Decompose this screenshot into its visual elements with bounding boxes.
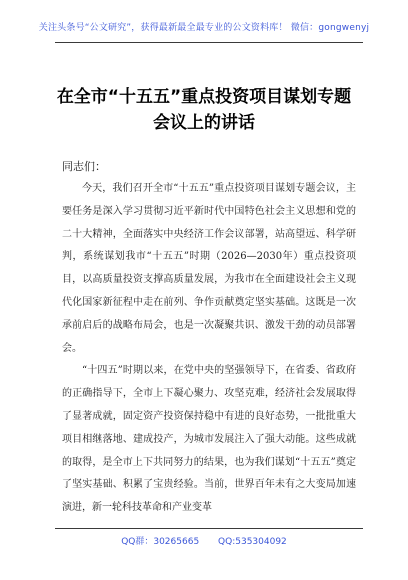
title-line-1: 在全市“十五五”重点投资项目谋划专题	[56, 87, 352, 107]
document-body	[62, 178, 356, 520]
salutation: 同志们：	[62, 160, 106, 173]
paragraph-2: “十四五”时期以来，在党中央的坚强领导下，在省委、省政府的正确指导下，全市上下凝心聚力、攻坚克难，经济社会发展取得了显著成就，固定资产投资保持稳中有进的良好态势，一批批重大项目相继落地、建成投产，为城市发展注入了强大动能。这些成就的取得，是全市上下共同努力的结果，也为我们谋划“十五五”奠定了坚实基础、积累了宝贵经验。当前，世界百年未有之大变局加速演进，新一轮科技革命和产业变革	[62, 365, 356, 514]
footer-divider	[55, 528, 363, 529]
footer-qq-group: QQ群：30265665	[121, 537, 200, 547]
footer-qq-number: QQ:535304092	[218, 537, 287, 547]
header-note: 关注头条号“公文研究”，获得最新最全最专业的公文资料库！ 微信：gongwenyj	[38, 23, 370, 33]
paragraph-1: 今天，我们召开全市“十五五”重点投资项目谋划专题会议，主要任务是深入学习贯彻习近平新时代中国特色社会主义思想和党的二十大精神，全面落实中央经济工作会议部署，站高望远、科学研判，系统谋划我市“十五五”时期（2026—2030年）重点投资项目，以高质量投资支撑高质量发展，为我市在全面建设社会主义现代化国家新征程中走在前列、争作贡献奠定坚实基础。这既是一次承前启后的战略布局会，也是一次凝聚共识、激发干劲的动员部署会。	[62, 183, 356, 354]
header-divider	[55, 42, 363, 43]
footer	[0, 534, 408, 547]
title-line-2: 会议上的讲话	[153, 113, 255, 133]
document-title	[40, 84, 368, 136]
